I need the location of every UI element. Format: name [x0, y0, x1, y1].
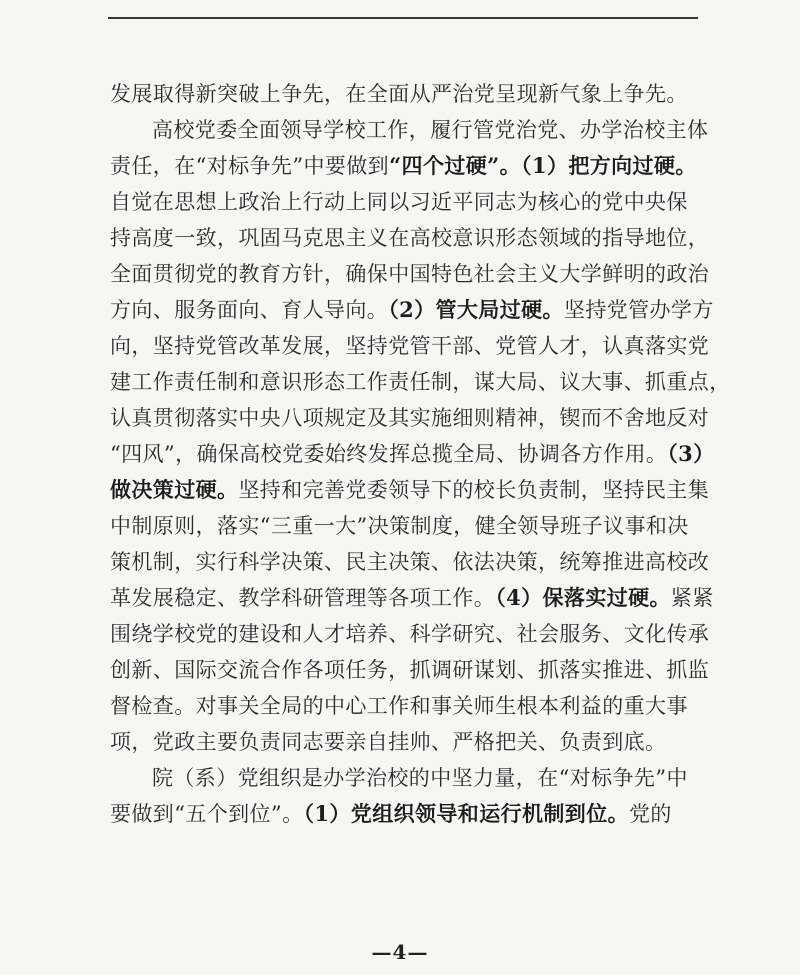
- heading-party-org: （1）党组织领导和运行机制到位。: [303, 801, 629, 826]
- heading-four-hard: “四个过硬”。（1）把方向过硬。: [389, 153, 697, 178]
- text-line: 做决策过硬。坚持和完善党委领导下的校长负责制，坚持民主集: [110, 477, 710, 502]
- text-line: “四风”，确保高校党委始终发挥总揽全局、协调各方作用。（3）: [110, 441, 715, 466]
- heading-implementation: （4）保落实过硬。: [495, 585, 671, 610]
- paragraph-start: 高校党委全面领导学校工作，履行管党治党、办学治校主体: [152, 118, 709, 142]
- text-line: 责任，在“对标争先”中要做到“四个过硬”。（1）把方向过硬。: [110, 153, 697, 178]
- text-line: 全面贯彻党的教育方针，确保中国特色社会主义大学鲜明的政治: [110, 262, 710, 286]
- text-line: 发展取得新突破上争先，在全面从严治党呈现新气象上争先。: [110, 82, 688, 106]
- body-text: [110, 76, 731, 832]
- text-line: 项，党政主要负责同志要亲自挂帅、严格把关、负责到底。: [110, 730, 667, 754]
- paragraph-start: 院（系）党组织是办学治校的中坚力量，在“对标争先”中: [152, 766, 688, 790]
- text-line: 方向、服务面向、育人导向。（2）管大局过硬。坚持党管办学方: [110, 297, 714, 322]
- text-line: 向，坚持党管改革发展，坚持党管干部、党管人才，认真落实党: [110, 334, 710, 358]
- text-line: 中制原则，落实“三重一大”决策制度，健全领导班子议事和决: [110, 514, 689, 538]
- text-line: 策机制，实行科学决策、民主决策、依法决策，统筹推进高校改: [110, 550, 710, 574]
- heading-decision-number: （3）: [667, 441, 715, 466]
- text-line: 持高度一致，巩固马克思主义在高校意识形态领域的指导地位，: [110, 226, 710, 250]
- text-line: 革发展稳定、教学科研管理等各项工作。（4）保落实过硬。紧紧: [110, 585, 714, 610]
- text-line: 创新、国际交流合作各项任务，抓调研谋划、抓落实推进、抓监: [110, 658, 710, 682]
- text-line: 建工作责任制和意识形态工作责任制，谋大局、议大事、抓重点，: [110, 370, 731, 394]
- text-line: 督检查。对事关全局的中心工作和事关师生根本利益的重大事: [110, 694, 688, 718]
- heading-overall: （2）管大局过硬。: [388, 297, 564, 322]
- header-rule: [108, 17, 698, 19]
- heading-decision: 做决策过硬。: [110, 477, 239, 502]
- text-line: 自觉在思想上政治上行动上同以习近平同志为核心的党中央保: [110, 190, 688, 214]
- text-line: 要做到“五个到位”。（1）党组织领导和运行机制到位。党的: [110, 801, 672, 826]
- text-line: 认真贯彻落实中央八项规定及其实施细则精神，锲而不舍地反对: [110, 406, 710, 430]
- text-line: 围绕学校党的建设和人才培养、科学研究、社会服务、文化传承: [110, 622, 710, 646]
- page-number: —4—: [371, 940, 429, 964]
